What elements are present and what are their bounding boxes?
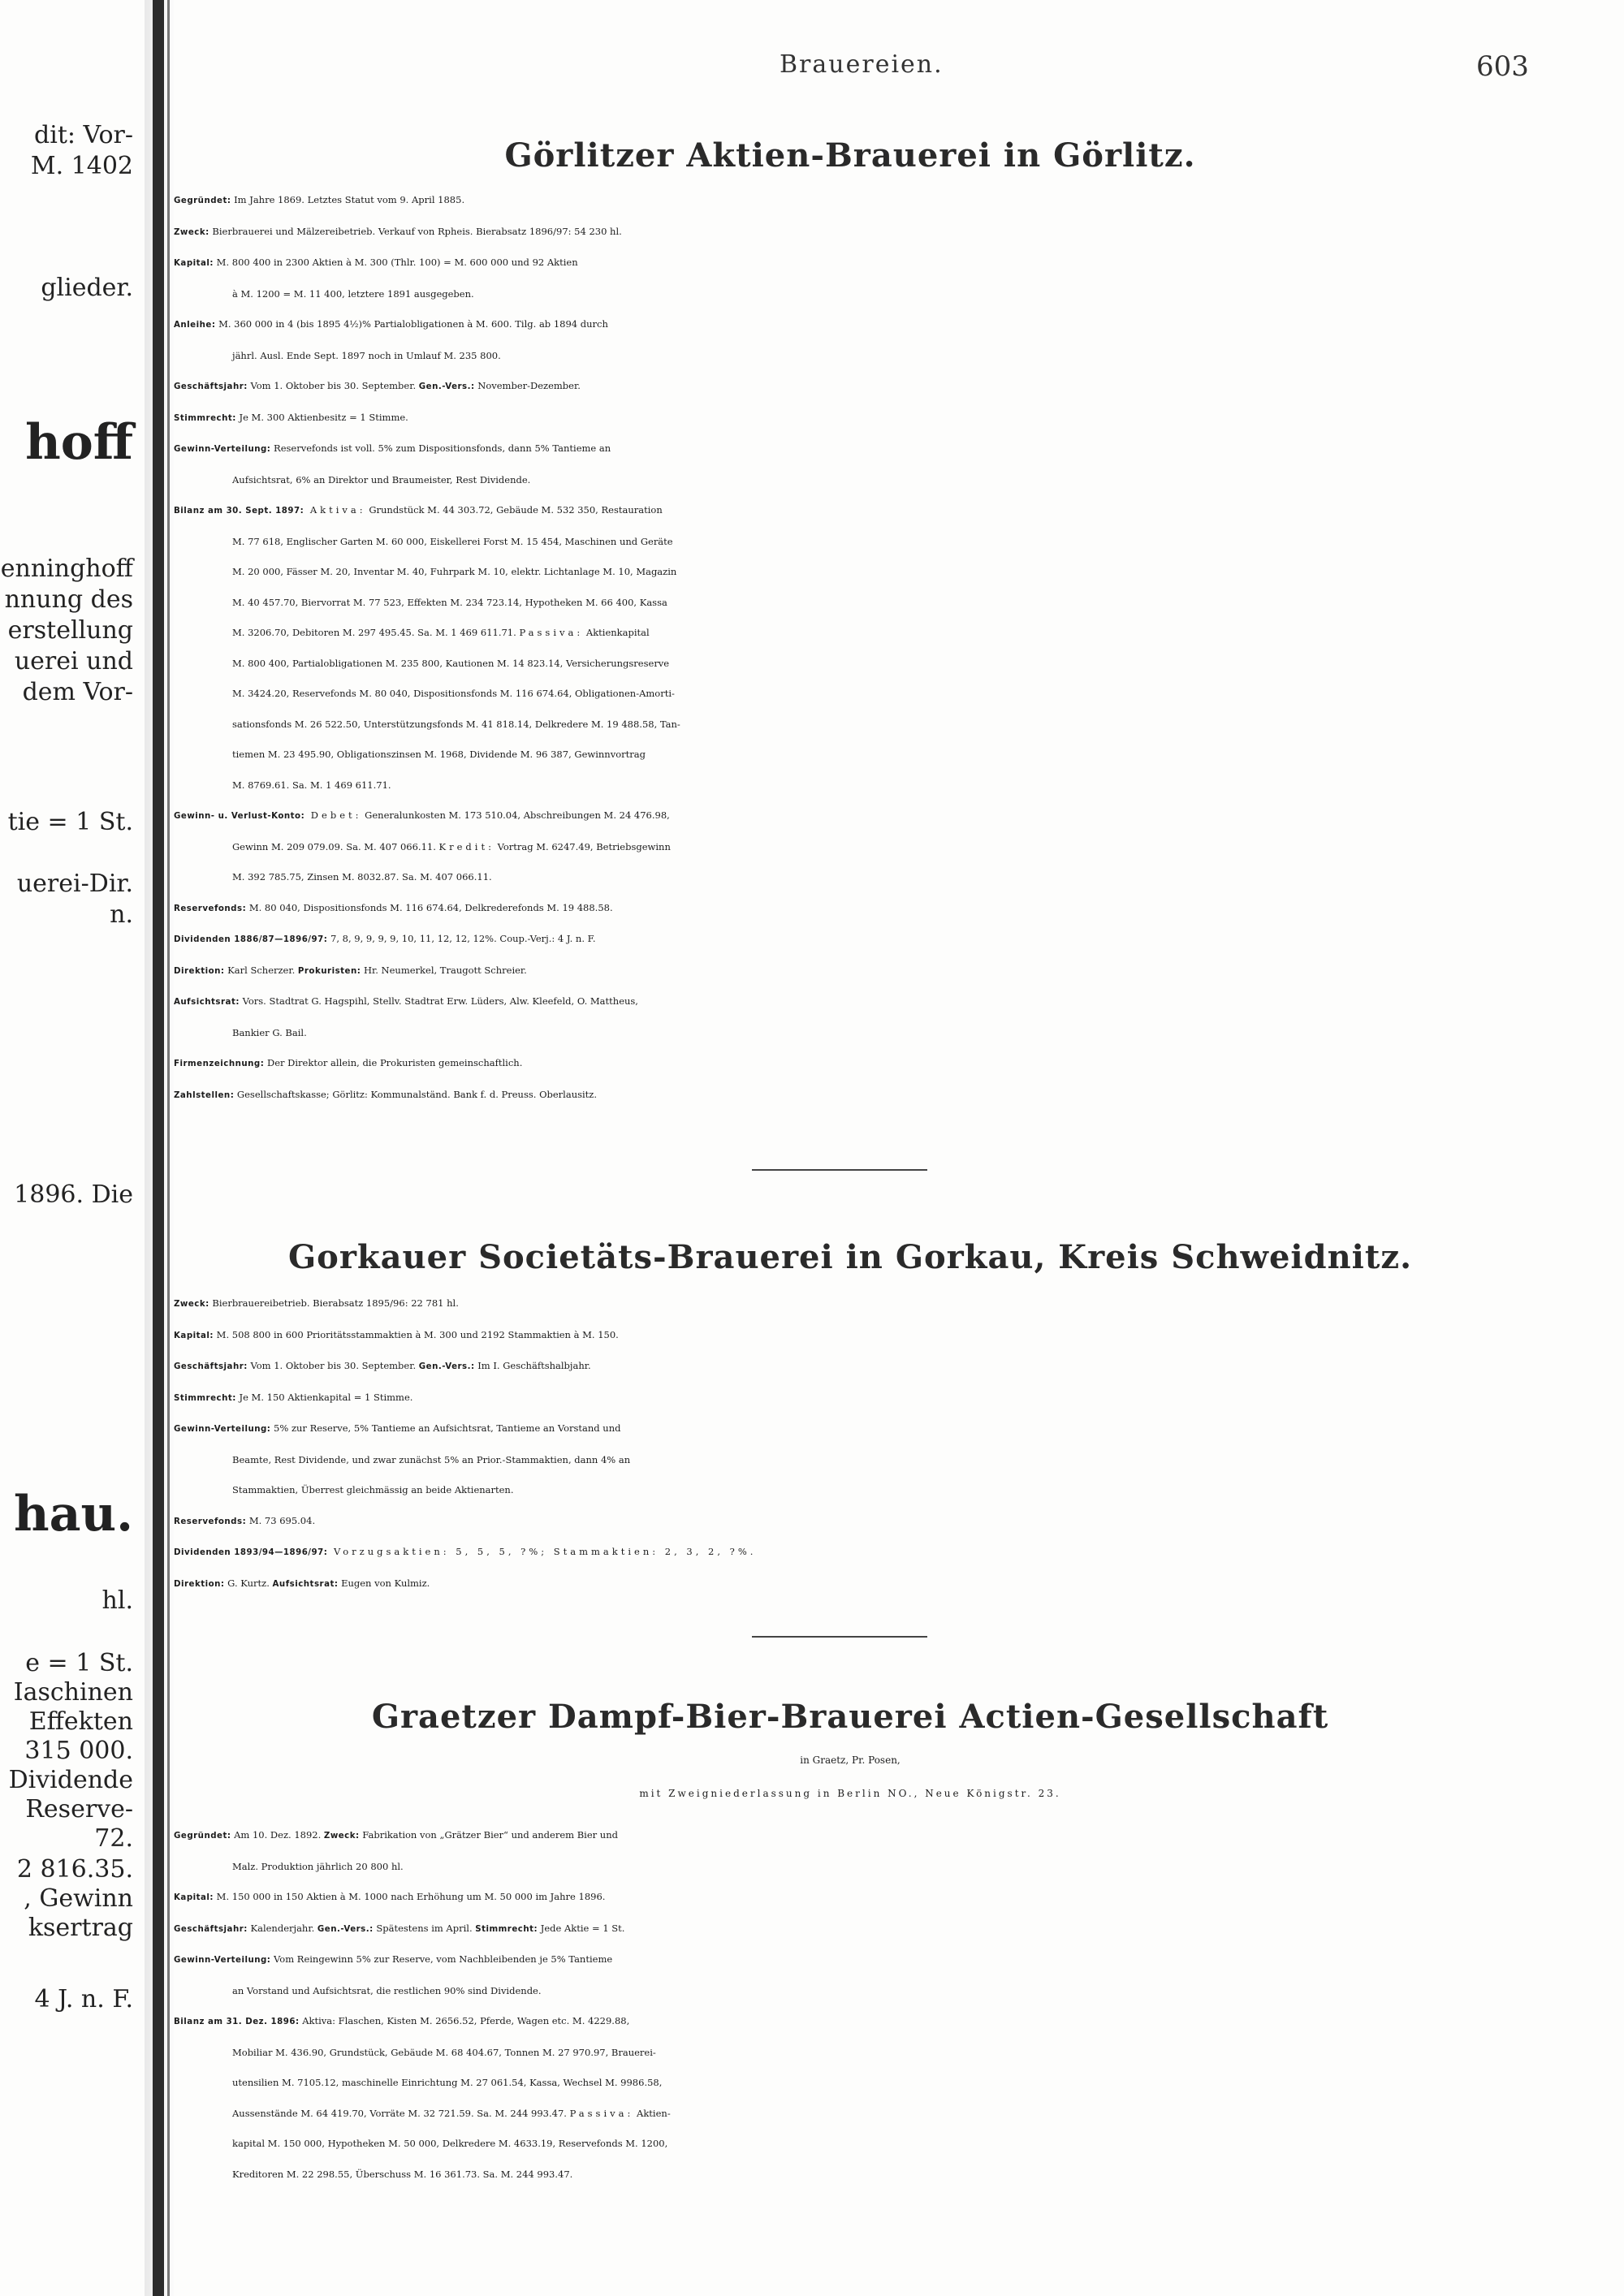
field-text: kapital M. 150 000, Hypotheken M. 50 000, Delkredere M. 4633.19, Reservefonds M. 1200,: [232, 2138, 668, 2149]
field-label: Bilanz am 31. Dez. 1896:: [174, 2018, 300, 2026]
section-body-goerlitz: [174, 185, 1527, 1111]
entry-line: [174, 956, 1527, 987]
field-label: Geschäftsjahr:: [174, 382, 248, 391]
field-text: Kalenderjahr.: [247, 1922, 317, 1934]
entry-line: [174, 217, 1527, 248]
field-label: Gewinn-Verteilung:: [174, 1425, 271, 1434]
entry-line: [174, 1288, 1527, 1320]
margin-fragment: glieder.: [41, 274, 133, 302]
field-text: Spätestens im April.: [373, 1922, 476, 1934]
field-text: Gewinn M. 209 079.09. Sa. M. 407 066.11.: [232, 840, 439, 852]
entry-line: [174, 679, 1527, 710]
field-text: à M. 1200 = M. 11 400, letztere 1891 ausgegeben.: [232, 287, 474, 300]
entry-line: [174, 618, 1527, 649]
field-text: M. 80 040, Dispositionsfonds M. 116 674.64, Delkrederefonds M. 19 488.58.: [246, 901, 613, 913]
margin-fragment: n.: [110, 900, 133, 929]
field-text: Generalunkosten M. 173 510.04, Abschreibungen M. 24 476.98,: [361, 809, 670, 821]
field-text: M. 20 000, Fässer M. 20, Inventar M. 40, Fuhrpark M. 10, elektr. Lichtanlage M. 10, Magazin: [232, 566, 677, 577]
field-text: Fabrikation von „Grätzer Bier“ und anderem Bier und: [359, 1829, 618, 1841]
field-label: Gegründet:: [174, 1832, 231, 1841]
margin-fragment: tie = 1 St.: [7, 808, 133, 836]
entry-line: [174, 309, 1527, 341]
margin-fragment: Dividende: [8, 1766, 133, 1794]
entry-line: [174, 1048, 1527, 1080]
binding-gutter: [153, 0, 164, 2296]
field-label: Zahlstellen:: [174, 1090, 235, 1100]
field-label: Geschäftsjahr:: [174, 1924, 248, 1934]
field-text: Hr. Neumerkel, Traugott Schreier.: [361, 964, 527, 976]
field-text: M. 3424.20, Reservefonds M. 80 040, Dispositionsfonds M. 116 674.64, Obligationen-Amorti-: [232, 688, 675, 699]
section-title-gorkau: Gorkauer Societäts-Brauerei in Gorkau, Kreis Schweidnitz.: [288, 1238, 1412, 1276]
field-text: Aktiva: Flaschen, Kisten M. 2656.52, Pferde, Wagen etc. M. 4229.88,: [299, 2015, 630, 2026]
field-label: Kapital:: [174, 1893, 214, 1902]
margin-fragment: dit: Vor-: [34, 121, 133, 149]
field-text: Kreditoren M. 22 298.55, Überschuss M. 16 361.73. Sa. M. 244 993.47.: [232, 2168, 573, 2180]
entry-line: [174, 1018, 1527, 1049]
field-label: Gen.-Vers.:: [317, 1924, 374, 1934]
field-text: Jede Aktie = 1 St.: [538, 1922, 625, 1934]
field-text: an Vorstand und Aufsichtsrat, die restlichen 90% sind Dividende.: [232, 1984, 542, 1996]
field-text: M. 392 785.75, Zinsen M. 8032.87. Sa. M. 407 066.11.: [232, 871, 492, 883]
field-label: Direktion:: [174, 966, 225, 976]
field-label: Reservefonds:: [174, 904, 247, 913]
entry-line: [174, 2006, 1527, 2038]
field-text: Aktienkapital: [583, 627, 650, 638]
field-text: Bierbrauereibetrieb. Bierabsatz 1895/96: 22 781 hl.: [209, 1297, 459, 1309]
field-label: Gewinn-Verteilung:: [174, 445, 271, 454]
field-label: Zweck:: [174, 227, 209, 237]
margin-fragment: ksertrag: [28, 1914, 133, 1942]
field-label: Stimmrecht:: [475, 1924, 538, 1934]
margin-fragment: hoff: [25, 414, 133, 471]
entry-line: [174, 1080, 1527, 1111]
entry-line: [174, 2038, 1527, 2069]
field-text: Am 10. Dez. 1892.: [231, 1829, 324, 1841]
field-text: Bierbrauerei und Mälzereibetrieb. Verkauf von Rpheis. Bierabsatz 1896/97: 54 230 hl.: [209, 225, 622, 237]
margin-fragment: 4 J. n. F.: [34, 1985, 133, 2013]
margin-fragment: hau.: [13, 1486, 133, 1543]
entry-line: [174, 341, 1527, 372]
field-text: sationsfonds M. 26 522.50, Unterstützungsfonds M. 41 818.14, Delkredere M. 19 488.58, Tan-: [232, 718, 680, 730]
field-text: Stammaktien, Überrest gleichmässig an beide Aktienarten.: [232, 1484, 514, 1495]
field-label: Geschäftsjahr:: [174, 1362, 248, 1371]
entry-line: [174, 248, 1527, 279]
entry-line: [174, 495, 1527, 527]
entry-line: [174, 862, 1527, 893]
entry-line: [174, 403, 1527, 434]
page-number: 603: [1476, 50, 1529, 83]
section-title-goerlitz: Görlitzer Aktien-Brauerei in Görlitz.: [504, 136, 1196, 175]
field-text: Malz. Produktion jährlich 20 800 hl.: [232, 1860, 404, 1872]
field-text: M. 800 400, Partialobligationen M. 235 800, Kautionen M. 14 823.14, Versicherungsreserve: [232, 657, 670, 669]
entry-line: [174, 770, 1527, 801]
field-text: Je M. 150 Aktienkapital = 1 Stimme.: [235, 1391, 413, 1403]
entry-line: [174, 1445, 1527, 1476]
field-text: 5% zur Reserve, 5% Tantieme an Aufsichtsrat, Tantieme an Vorstand und: [270, 1422, 621, 1434]
entry-line: [174, 1882, 1527, 1914]
entry-line: [174, 1320, 1527, 1352]
entry-line: [174, 801, 1527, 832]
entry-line: [174, 434, 1527, 465]
field-text: M. 800 400 in 2300 Aktien à M. 300 (Thlr. 100) = M. 600 000 und 92 Aktien: [214, 257, 578, 268]
entry-line: [174, 924, 1527, 956]
entry-line: [174, 710, 1527, 740]
field-text: Im Jahre 1869. Letztes Statut vom 9. April 1885.: [231, 194, 465, 205]
field-label: Kapital:: [174, 1331, 214, 1340]
field-label: Zweck:: [323, 1832, 360, 1841]
field-text: Vom 1. Oktober bis 30. September.: [247, 1360, 419, 1371]
entry-line: [174, 2160, 1527, 2190]
section-divider: [752, 1636, 927, 1638]
section-subtitle-location: in Graetz, Pr. Posen,: [800, 1754, 901, 1766]
field-label: Zweck:: [174, 1300, 209, 1309]
margin-fragment: e = 1 St.: [25, 1649, 133, 1677]
entry-line: [174, 185, 1527, 217]
entry-line: [174, 740, 1527, 770]
field-text: Je M. 300 Aktienbesitz = 1 Stimme.: [235, 411, 408, 423]
margin-fragment: enninghoff: [0, 555, 133, 583]
field-text: G. Kurtz.: [224, 1577, 273, 1589]
field-text: Mobiliar M. 436.90, Grundstück, Gebäude M. 68 404.67, Tonnen M. 27 970.97, Brauerei-: [232, 2046, 656, 2058]
margin-fragment: 315 000.: [24, 1737, 133, 1765]
entry-line: [174, 1413, 1527, 1445]
field-text: 7, 8, 9, 9, 9, 9, 10, 11, 12, 12, 12%. Coup.-Verj.: 4 J. n. F.: [327, 933, 596, 944]
field-label: Gewinn-Verteilung:: [174, 1956, 271, 1965]
field-text: Vors. Stadtrat G. Hagspihl, Stellv. Stadtrat Erw. Lüders, Alw. Kleefeld, O. Mattheus,: [239, 995, 638, 1007]
field-label: Gegründet:: [174, 196, 231, 205]
field-label: Firmenzeichnung:: [174, 1060, 265, 1068]
field-text: Reservefonds ist voll. 5% zum Dispositionsfonds, dann 5% Tantieme an: [270, 442, 611, 454]
entry-line: [174, 1976, 1527, 2007]
field-text: M. 8769.61. Sa. M. 1 469 611.71.: [232, 779, 391, 791]
entry-line: [174, 832, 1527, 863]
field-text: November-Dezember.: [474, 380, 581, 391]
margin-fragment: , Gewinn: [24, 1884, 133, 1913]
running-head: Brauereien.: [780, 50, 944, 79]
entry-line: [174, 1944, 1527, 1976]
entry-line: [174, 1383, 1527, 1414]
field-text: M. 40 457.70, Biervorrat M. 77 523, Effekten M. 234 723.14, Hypotheken M. 66 400, Kassa: [232, 596, 667, 608]
field-text: utensilien M. 7105.12, maschinelle Einrichtung M. 27 061.54, Kassa, Wechsel M. 9986.58,: [232, 2077, 663, 2088]
field-label: Gewinn- u. Verlust-Konto:: [174, 812, 305, 821]
entry-line: [174, 527, 1527, 558]
field-label: Anleihe:: [174, 321, 216, 330]
entry-line: [174, 1537, 1527, 1569]
entry-line: [174, 2068, 1527, 2099]
spaced-text: Passiva:: [569, 2107, 634, 2119]
field-text: Vom Reingewinn 5% zur Reserve, vom Nachbleibenden je 5% Tantieme: [270, 1953, 613, 1965]
field-text: Vom 1. Oktober bis 30. September.: [247, 380, 419, 391]
field-text: Bankier G. Bail.: [232, 1026, 307, 1038]
entry-line: [174, 1475, 1527, 1506]
field-text: M. 150 000 in 150 Aktien à M. 1000 nach Erhöhung um M. 50 000 im Jahre 1896.: [214, 1891, 606, 1902]
field-label: Gen.-Vers.:: [418, 382, 475, 391]
field-label: Reservefonds:: [174, 1517, 247, 1526]
field-text: Der Direktor allein, die Prokuristen gemeinschaftlich.: [264, 1057, 523, 1068]
field-text: Gesellschaftskasse; Görlitz: Kommunalständ. Bank f. d. Preuss. Oberlausitz.: [234, 1088, 598, 1100]
entry-line: [174, 1351, 1527, 1383]
margin-fragment: uerei und: [14, 647, 133, 675]
entry-line: [174, 371, 1527, 403]
field-text: Aktien-: [633, 2107, 671, 2119]
field-text: Karl Scherzer.: [224, 964, 298, 976]
field-label: Dividenden 1893/94—1896/97:: [174, 1548, 328, 1557]
spaced-text: Debet:: [304, 809, 362, 821]
entry-line: [174, 2099, 1527, 2130]
section-body-graetz: [174, 1820, 1527, 2190]
entry-line: [174, 893, 1527, 925]
field-text: M. 77 618, Englischer Garten M. 60 000, Eiskellerei Forst M. 15 454, Maschinen und Geräte: [232, 535, 673, 547]
margin-fragment: hl.: [102, 1586, 133, 1615]
margin-fragment: erstellung: [7, 616, 133, 645]
field-text: M. 3206.70, Debitoren M. 297 495.45. Sa. M. 1 469 611.71.: [232, 627, 520, 638]
field-text: Im I. Geschäftshalbjahr.: [474, 1360, 591, 1371]
entry-line: [174, 649, 1527, 680]
field-text: Aussenstände M. 64 419.70, Vorräte M. 32 721.59. Sa. M. 244 993.47.: [232, 2107, 570, 2119]
entry-line: [174, 1506, 1527, 1538]
field-label: Stimmrecht:: [174, 413, 236, 423]
section-body-gorkau: [174, 1288, 1527, 1599]
margin-fragment: 72.: [94, 1824, 133, 1853]
margin-fragment: 1896. Die: [14, 1180, 133, 1209]
field-text: M. 508 800 in 600 Prioritätsstammaktien à M. 300 und 2192 Stammaktien à M. 150.: [214, 1328, 619, 1340]
section-subtitle-branch: mit Zweigniederlassung in Berlin NO., Neue Königstr. 23.: [639, 1788, 1061, 1799]
entry-line: [174, 2129, 1527, 2160]
margin-fragment: M. 1402: [30, 152, 133, 180]
margin-fragment: nnung des: [4, 585, 133, 614]
margin-fragment: Effekten: [28, 1707, 133, 1736]
field-label: Prokuristen:: [297, 966, 361, 976]
margin-fragment: Iaschinen: [13, 1678, 133, 1707]
binding-edge: [167, 0, 170, 2296]
section-divider: [752, 1169, 927, 1171]
entry-line: [174, 588, 1527, 619]
field-text: M. 73 695.04.: [246, 1514, 316, 1526]
field-label: Aufsichtsrat:: [272, 1579, 339, 1589]
entry-line: [174, 557, 1527, 588]
field-label: Gen.-Vers.:: [418, 1362, 475, 1371]
field-text: Vortrag M. 6247.49, Betriebsgewinn: [494, 840, 671, 852]
entry-line: [174, 1914, 1527, 1945]
entry-line: [174, 279, 1527, 310]
entry-line: [174, 1569, 1527, 1600]
spaced-text: Kredit:: [438, 840, 495, 852]
entry-line: [174, 1820, 1527, 1852]
field-label: Kapital:: [174, 259, 214, 268]
field-label: Stimmrecht:: [174, 1393, 236, 1403]
field-label: Dividenden 1886/87—1896/97:: [174, 935, 328, 944]
spaced-text: Aktiva:: [304, 504, 366, 516]
field-text: Eugen von Kulmiz.: [338, 1577, 430, 1589]
entry-line: [174, 986, 1527, 1018]
field-label: Aufsichtsrat:: [174, 998, 240, 1007]
spaced-text: Passiva:: [519, 627, 584, 638]
field-text: Beamte, Rest Dividende, und zwar zunächst 5% an Prior.-Stammaktien, dann 4% an: [232, 1453, 631, 1465]
margin-fragment: Reserve-: [25, 1795, 133, 1823]
section-title-graetz: Graetzer Dampf-Bier-Brauerei Actien-Gesellschaft: [371, 1698, 1329, 1736]
field-text: jährl. Ausl. Ende Sept. 1897 noch in Umlauf M. 235 800.: [232, 349, 501, 361]
left-page-fragment: [0, 0, 140, 2296]
field-text: M. 360 000 in 4 (bis 1895 4½)% Partialobligationen à M. 600. Tilg. ab 1894 durch: [215, 318, 608, 330]
field-text: Aufsichtsrat, 6% an Direktor und Braumeister, Rest Dividende.: [232, 473, 531, 486]
margin-fragment: 2 816.35.: [16, 1855, 133, 1884]
margin-fragment: uerei-Dir.: [16, 870, 133, 898]
field-text: Grundstück M. 44 303.72, Gebäude M. 532 350, Restauration: [365, 504, 663, 516]
entry-line: [174, 1852, 1527, 1883]
field-label: Bilanz am 30. Sept. 1897:: [174, 507, 304, 516]
spaced-text: Vorzugsaktien: 5, 5, 5, ?%; Stammaktien: 2, 3, 2, ?%.: [327, 1546, 757, 1557]
entry-line: [174, 465, 1527, 496]
field-label: Direktion:: [174, 1579, 225, 1589]
margin-fragment: dem Vor-: [22, 678, 133, 706]
field-text: tiemen M. 23 495.90, Obligationszinsen M. 1968, Dividende M. 96 387, Gewinnvortrag: [232, 749, 646, 760]
